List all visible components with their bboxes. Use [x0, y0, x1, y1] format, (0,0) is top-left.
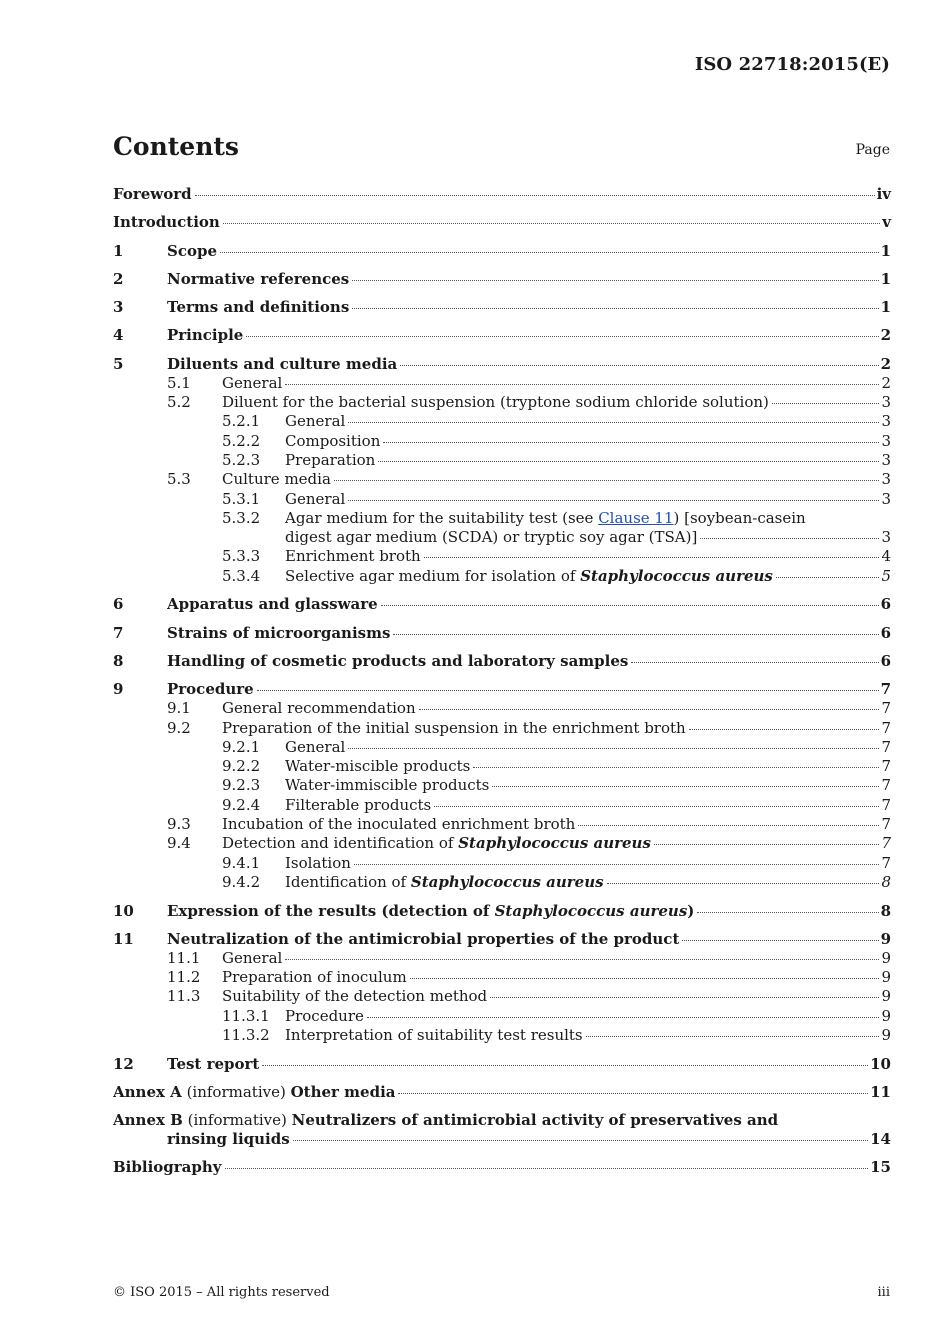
footer-copyright: © ISO 2015 – All rights reserved	[113, 1285, 330, 1300]
toc-entry-9-4[interactable]: 9.4 Detection and identification of Staphylococcus aureus 7	[167, 834, 891, 853]
toc-entry-5[interactable]: 5 Diluents and culture media 2	[113, 354, 891, 373]
toc-entry-9-2-2[interactable]: 9.2.2 Water-miscible products 7	[222, 757, 891, 776]
toc-entry-11-2[interactable]: 11.2 Preparation of inoculum 9	[167, 968, 891, 987]
toc-entry-7[interactable]: 7 Strains of microorganisms 6	[113, 623, 891, 642]
toc-entry-5-2-3[interactable]: 5.2.3 Preparation 3	[222, 450, 891, 469]
toc-entry-5-2-1[interactable]: 5.2.1 General 3	[222, 412, 891, 431]
toc-entry-11-1[interactable]: 11.1 General 9	[167, 948, 891, 967]
page-column-label: Page	[855, 142, 890, 158]
toc-entry-6[interactable]: 6 Apparatus and glassware 6	[113, 595, 891, 614]
toc-entry-5-1[interactable]: 5.1 General 2	[167, 373, 891, 392]
toc-entry-5-2[interactable]: 5.2 Diluent for the bacterial suspension (tryptone sodium chloride solution) 3	[167, 393, 891, 412]
toc-entry-5-3-2[interactable]: 5.3.2 Agar medium for the suitability test (see Clause 11) [soybean-casein	[222, 508, 806, 527]
toc-entry-9[interactable]: 9 Procedure 7	[113, 680, 891, 699]
toc-entry-11-3-2[interactable]: 11.3.2 Interpretation of suitability test results 9	[222, 1025, 891, 1044]
toc-entry-9-4-1[interactable]: 9.4.1 Isolation 7	[222, 853, 891, 872]
toc-entry-9-3[interactable]: 9.3 Incubation of the inoculated enrichment broth 7	[167, 815, 891, 834]
toc-entry-5-3-3[interactable]: 5.3.3 Enrichment broth 4	[222, 547, 891, 566]
toc-entry-foreword[interactable]: Foreword iv	[113, 185, 891, 203]
toc-entry-11-3-1[interactable]: 11.3.1 Procedure 9	[222, 1006, 891, 1025]
toc-entry-12[interactable]: 12 Test report 10	[113, 1054, 891, 1073]
table-of-contents	[113, 185, 891, 1177]
toc-entry-4[interactable]: 4 Principle 2	[113, 326, 891, 345]
toc-entry-5-2-2[interactable]: 5.2.2 Composition 3	[222, 431, 891, 450]
toc-entry-bibliography[interactable]: Bibliography 15	[113, 1158, 891, 1177]
toc-entry-annex-b-continued[interactable]: rinsing liquids 14	[167, 1130, 891, 1149]
toc-entry-9-2[interactable]: 9.2 Preparation of the initial suspension in the enrichment broth 7	[167, 718, 891, 737]
toc-entry-2[interactable]: 2 Normative references 1	[113, 269, 891, 288]
document-id: ISO 22718:2015(E)	[694, 54, 890, 75]
toc-entry-5-3-2-continued[interactable]: digest agar medium (SCDA) or tryptic soy agar (TSA)] 3	[285, 528, 891, 547]
toc-entry-5-3-4[interactable]: 5.3.4 Selective agar medium for isolation of Staphylococcus aureus 5	[222, 566, 891, 585]
toc-entry-11[interactable]: 11 Neutralization of the antimicrobial properties of the product 9	[113, 929, 891, 948]
toc-entry-9-2-1[interactable]: 9.2.1 General 7	[222, 737, 891, 756]
toc-entry-5-3[interactable]: 5.3 Culture media 3	[167, 470, 891, 489]
toc-entry-introduction[interactable]: Introduction v	[113, 213, 891, 232]
toc-entry-annex-a[interactable]: Annex A (informative) Other media 11	[113, 1082, 891, 1101]
toc-entry-1[interactable]: 1 Scope 1	[113, 241, 891, 260]
toc-entry-9-4-2[interactable]: 9.4.2 Identification of Staphylococcus aureus 8	[222, 872, 891, 891]
footer-page-number: iii	[877, 1285, 890, 1300]
toc-entry-9-1[interactable]: 9.1 General recommendation 7	[167, 699, 891, 718]
toc-entry-8[interactable]: 8 Handling of cosmetic products and laboratory samples 6	[113, 651, 891, 670]
toc-entry-5-3-1[interactable]: 5.3.1 General 3	[222, 489, 891, 508]
toc-entry-10[interactable]: 10 Expression of the results (detection of Staphylococcus aureus) 8	[113, 901, 891, 920]
contents-title: Contents	[113, 132, 240, 161]
toc-entry-annex-b[interactable]: Annex B (informative) Neutralizers of antimicrobial activity of preservatives and	[113, 1111, 779, 1130]
clause-11-link[interactable]: Clause 11	[598, 508, 674, 527]
toc-entry-3[interactable]: 3 Terms and definitions 1	[113, 298, 891, 317]
toc-entry-9-2-4[interactable]: 9.2.4 Filterable products 7	[222, 795, 891, 814]
toc-entry-9-2-3[interactable]: 9.2.3 Water-immiscible products 7	[222, 776, 891, 795]
toc-entry-11-3[interactable]: 11.3 Suitability of the detection method 9	[167, 987, 891, 1006]
